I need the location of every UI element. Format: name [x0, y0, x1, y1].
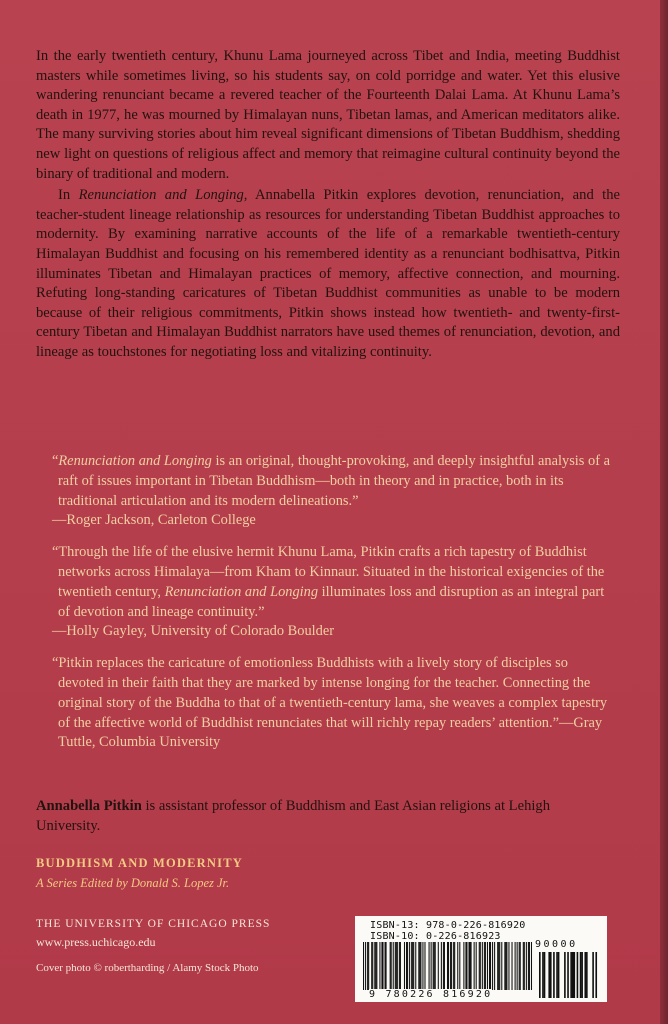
endorsement-3 — [52, 654, 614, 753]
description — [36, 47, 620, 363]
barcode-bar — [391, 942, 392, 990]
barcode-bar — [451, 942, 452, 990]
endorsement-1-text — [52, 452, 614, 511]
cover-edge — [660, 0, 668, 1024]
barcode-addon-bar — [595, 952, 597, 998]
isbn-10: ISBN-10: 0-226-816923 — [370, 931, 501, 942]
endorsement-2-text — [52, 543, 614, 622]
barcode-bar — [517, 942, 518, 990]
barcode-bar — [498, 942, 499, 990]
barcode-addon-bar — [548, 952, 550, 998]
barcode-bar — [379, 942, 380, 990]
barcode-bar — [376, 942, 377, 990]
barcode-bar — [406, 942, 407, 990]
barcode-bar — [424, 942, 425, 990]
barcode-bar — [396, 942, 397, 990]
barcode-bar — [381, 942, 382, 990]
barcode-addon-bar — [556, 952, 558, 998]
barcode-addon-bar — [584, 952, 586, 998]
barcode-addon-bar — [572, 952, 574, 998]
q2-pre: “Through the life of the elusive hermit Khunu Lama, Pitkin crafts a rich tapestry of Buddhist networks across Himalaya—from Kham to Kinnaur. Situated in the historical exigencies of the twentieth century, — [52, 544, 605, 600]
barcode-addon-bar — [580, 952, 582, 998]
barcode-addon-bar — [553, 952, 555, 998]
barcode-bar — [484, 942, 485, 990]
series-editor: A Series Edited by Donald S. Lopez Jr. — [36, 876, 230, 890]
barcode-bar — [529, 942, 530, 990]
photo-credit: Cover photo © robertharding / Alamy Stock Photo — [36, 962, 259, 974]
author-bio-text: is assistant professor of Buddhism and East Asian religions at Lehigh University. — [36, 798, 551, 834]
barcode-bar — [465, 942, 466, 990]
barcode-addon-bar — [564, 952, 566, 998]
publisher-name: THE UNIVERSITY OF CHICAGO PRESS — [36, 918, 271, 930]
barcode-bar — [453, 942, 454, 990]
barcode-bar — [490, 942, 491, 990]
publisher-website[interactable]: www.press.uchicago.edu — [36, 935, 156, 949]
book-title: Renunciation and Longing — [78, 187, 244, 204]
barcode-addon-bar — [592, 952, 594, 998]
barcode-bar — [386, 942, 387, 990]
barcode-bar — [463, 942, 464, 990]
q1-open: “ — [52, 453, 59, 469]
barcode-bar — [443, 942, 444, 990]
barcode-bar — [400, 942, 401, 990]
author-bio — [36, 796, 616, 836]
barcode-bar — [524, 942, 525, 990]
barcode-bar — [412, 942, 413, 990]
barcode-bar — [368, 942, 369, 990]
barcode-addon-bar — [573, 952, 575, 998]
barcode-digits: 9 780226 816920 — [369, 989, 493, 1000]
barcode-bar — [450, 942, 451, 990]
barcode-bar — [363, 942, 364, 990]
barcode-bar — [448, 942, 449, 990]
barcode-addon-bar — [542, 952, 544, 998]
description-paragraph-1: In the early twentieth century, Khunu Lama journeyed across Tibet and India, meeting Buddhist masters while sometimes living, so his students say, on cold porridge and water. Yet this elusive wandering renunciant became a revered teacher of the Fourteenth Dalai Lama. At Khunu Lama’s death in 1977, he was mourned by Himalayan nuns, Tibetan lamas, and American meditators alike. The many surviving stories about him reveal significant dimensions of Tibetan Buddhism, shedding new light on questions of religious affect and memory that reimagine cultural continuity beyond the binary of traditional and modern. — [36, 48, 620, 182]
barcode-bar — [480, 942, 481, 990]
endorsement-2 — [52, 543, 614, 642]
barcode-bar — [489, 942, 490, 990]
series-title: BUDDHISM AND MODERNITY — [36, 856, 243, 870]
barcode-bar — [485, 942, 486, 990]
barcode-bar — [367, 942, 368, 990]
barcode-addon-bar — [544, 952, 546, 998]
barcode-bar — [409, 942, 410, 990]
endorsements — [52, 452, 614, 765]
barcode-bar — [404, 942, 405, 990]
barcode-bar — [397, 942, 398, 990]
barcode-bar — [395, 942, 396, 990]
barcode-bar — [418, 942, 419, 990]
price-code: 90000 — [535, 939, 578, 950]
barcode-addon-bar — [558, 952, 560, 998]
barcode-bar — [434, 942, 435, 990]
barcode-bar — [454, 942, 455, 990]
barcode-bar — [372, 942, 373, 990]
barcode-bar — [471, 942, 472, 990]
barcode-label — [355, 916, 607, 1002]
barcode-addon-bar — [577, 952, 579, 998]
barcode-bar — [407, 942, 408, 990]
barcode-bar — [504, 942, 505, 990]
endorsement-2-attribution: —Holly Gayley, University of Colorado Boulder — [52, 623, 335, 640]
barcode-bar — [420, 942, 421, 990]
barcode-bar — [438, 942, 439, 990]
barcode-bar — [515, 942, 516, 990]
barcode-bar — [415, 942, 416, 990]
barcode-addon-bar — [539, 952, 541, 998]
barcode-bar — [444, 942, 445, 990]
barcode-bar — [422, 942, 423, 990]
barcode-bar — [501, 942, 502, 990]
barcode-bar — [419, 942, 420, 990]
barcode-addon-bar — [581, 952, 583, 998]
barcode-bar — [431, 942, 432, 990]
barcode-bar — [482, 942, 483, 990]
barcode-bar — [476, 942, 477, 990]
barcode-bar — [390, 942, 391, 990]
barcode-bar — [499, 942, 500, 990]
q2-rest: illuminates loss and disruption as an integral part of devotion and lineage continuity.” — [58, 583, 605, 620]
endorsement-3-text: “Pitkin replaces the caricature of emotionless Buddhists with a lively story of disciples so devoted in their faith that they are marked by intense longing for the teacher. Connecting the original story of the Buddha to that of a twentieth-century lama, she weaves a complex tapestry of the affective world of Buddhist renunciates that will richly repay readers’ attention.”—Gray Tuttle, Columbia University — [52, 655, 608, 751]
barcode-bar — [492, 942, 493, 990]
barcode-bar — [505, 942, 506, 990]
endorsement-1-attribution: —Roger Jackson, Carleton College — [52, 512, 256, 529]
barcode-bar — [375, 942, 376, 990]
barcode-bar — [457, 942, 458, 990]
barcode-bar — [371, 942, 372, 990]
barcode-bar — [447, 942, 448, 990]
author-name: Annabella Pitkin — [36, 798, 142, 814]
barcode-bar — [466, 942, 467, 990]
barcode-bar — [479, 942, 480, 990]
barcode-addon-bar — [567, 952, 569, 998]
barcode-bar — [411, 942, 412, 990]
barcode-bar — [385, 942, 386, 990]
barcode-bar — [399, 942, 400, 990]
p2-rest: , Annabella Pitkin explores devotion, renunciation, and the teacher-student lineage relationship as resources for understanding Tibetan Buddhist approaches to modernity. By examining narrative accounts of the life of a remarkable twentieth-century Himalayan Buddhist and focusing on his remembered identity as a renunciant bodhisattva, Pitkin illuminates Tibetan and Himalayan practices of memory, affective connection, and mourning. Refuting long-standing caricatures of Tibetan Buddhist communities as unable to be modern because of their religious commitments, Pitkin shows instead how twentieth- and twenty-first-century Tibetan and Himalayan Buddhist narrators have used themes of renunciation, devotion, and lineage as touchstones for negotiating loss and vitalizing continuity. — [36, 187, 620, 360]
barcode-bar — [374, 942, 375, 990]
barcode-bar — [365, 942, 366, 990]
barcode-bar — [433, 942, 434, 990]
endorsement-1 — [52, 452, 614, 531]
q1-title: Renunciation and Longing — [58, 453, 212, 469]
barcode-bar — [528, 942, 529, 990]
barcode-bar — [429, 942, 430, 990]
barcode-bar — [441, 942, 442, 990]
barcode-bar — [494, 942, 495, 990]
q2-title: Renunciation and Longing — [164, 583, 319, 600]
barcode-bar — [523, 942, 524, 990]
barcode-addon-bar — [586, 952, 588, 998]
p2-intro: In — [58, 187, 79, 204]
barcode-bar — [459, 942, 460, 990]
barcode-bar — [497, 942, 498, 990]
barcode-bar — [520, 942, 521, 990]
q1-rest: is an original, thought-provoking, and deeply insightful analysis of a raft of issues important in Tibetan Buddhism—both in theory and in practice, both in its traditional articulation and its modern delineations.” — [58, 453, 610, 509]
barcode-bar — [468, 942, 469, 990]
barcode-bar — [435, 942, 436, 990]
barcode-bar — [470, 942, 471, 990]
barcode-bar — [382, 942, 383, 990]
barcode-bar — [531, 942, 532, 990]
barcode-bar — [511, 942, 512, 990]
isbn-13: ISBN-13: 978-0-226-816920 — [370, 920, 526, 931]
barcode-bar — [508, 942, 509, 990]
barcode-bar — [519, 942, 520, 990]
barcode-addon-bar — [570, 952, 572, 998]
barcode-bar — [487, 942, 488, 990]
barcode-bar — [413, 942, 414, 990]
barcode-bar — [526, 942, 527, 990]
barcode-bar — [474, 942, 475, 990]
barcode-addon-bar — [550, 952, 552, 998]
barcode-bar — [506, 942, 507, 990]
description-paragraph-2 — [36, 186, 620, 362]
barcode-bar — [393, 942, 394, 990]
